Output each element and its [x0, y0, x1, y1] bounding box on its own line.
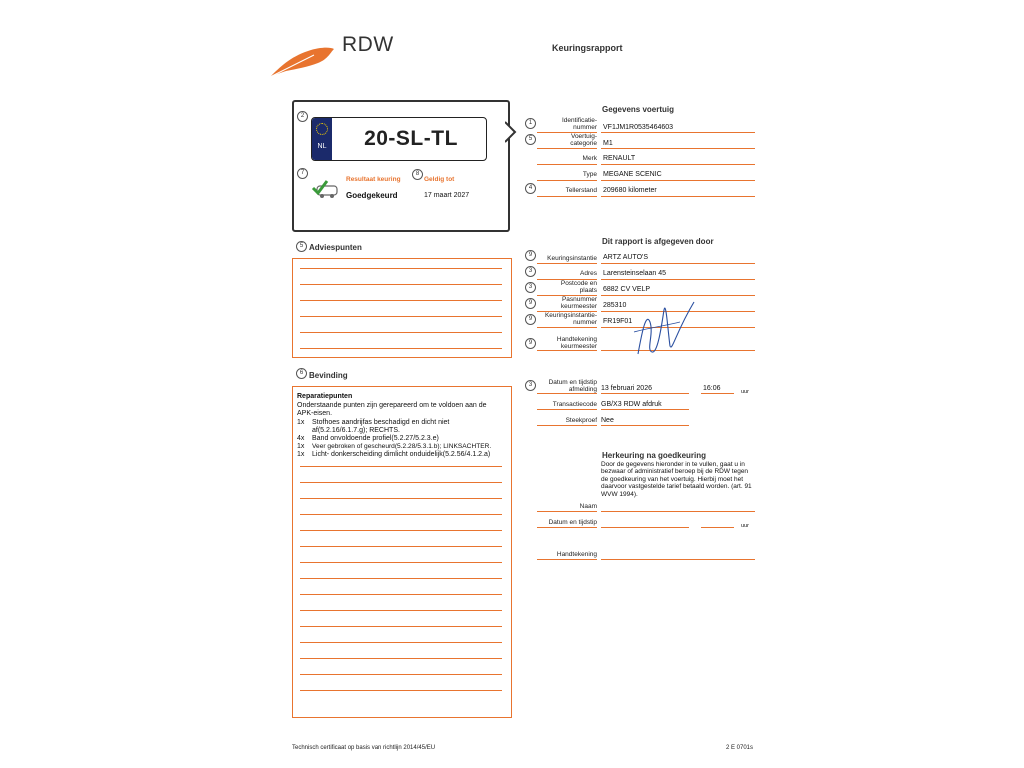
underline — [537, 148, 597, 149]
completion-date-value: 13 februari 2026 — [601, 385, 652, 392]
car-approved-icon — [311, 178, 339, 200]
completion-time-value: 16:06 — [703, 385, 721, 392]
marker-plate: 2 — [297, 111, 308, 122]
odometer-label: Tellerstand — [565, 187, 597, 194]
ruled-line — [300, 578, 502, 579]
inspector-signature — [628, 292, 698, 362]
ruled-line — [300, 642, 502, 643]
marker-advice: 5 — [296, 241, 307, 252]
type-value: MEGANE SCENIC — [603, 171, 662, 178]
underline — [601, 511, 755, 512]
underline — [601, 180, 755, 181]
station-label: Keuringsinstantie — [547, 255, 597, 262]
marker-completion: 3 — [525, 380, 536, 391]
underline — [537, 164, 597, 165]
finding-subtitle: Reparatiepunten — [297, 393, 353, 400]
marker-postcode: 3 — [525, 282, 536, 293]
postcode-value: 6882 CV VELP — [603, 286, 651, 293]
ruled-line — [300, 514, 502, 515]
ruled-line — [300, 284, 502, 285]
signature-label: Handtekening keurmeester — [556, 336, 597, 350]
reinspection-signature-label: Handtekening — [556, 551, 597, 558]
result-label: Resultaat keuring — [346, 176, 401, 183]
ruled-line — [300, 626, 502, 627]
plate-frame-pointer — [505, 120, 517, 144]
underline — [537, 393, 597, 394]
underline — [601, 196, 755, 197]
finding-item-text: Veer gebroken of gescheurd(5.2.28/5.3.1.b); LINKSACHTER. — [312, 443, 492, 450]
finding-intro: Onderstaande punten zijn gerepareerd om te voldoen aan de APK-eisen. — [297, 402, 487, 417]
make-value: RENAULT — [603, 155, 636, 162]
postcode-label: Postcode en plaats — [560, 280, 597, 294]
reinspection-time-unit: uur — [741, 523, 749, 529]
ruled-line — [300, 348, 502, 349]
sample-value: Nee — [601, 417, 614, 424]
underline — [601, 527, 689, 528]
station-number-label: Keuringsinstantie- nummer — [544, 312, 597, 326]
license-plate — [311, 117, 487, 161]
marker-valid: 8 — [412, 169, 423, 180]
marker-station: 9 — [525, 250, 536, 261]
reinspection-date-label: Datum en tijdstip — [548, 519, 597, 526]
ruled-line — [300, 300, 502, 301]
ruled-line — [300, 594, 502, 595]
marker-signature: 9 — [525, 338, 536, 349]
finding-item-qty: 4x — [297, 435, 305, 442]
category-value: M1 — [603, 140, 613, 147]
finding-item-text: Licht- donkerscheiding dimlicht onduidelijk(5.2.56/4.1.2.a) — [312, 451, 491, 458]
underline — [601, 164, 755, 165]
advice-title: Adviespunten — [309, 243, 362, 252]
underline — [601, 132, 755, 133]
marker-pass: 9 — [525, 298, 536, 309]
make-label: Merk — [582, 155, 597, 162]
underline — [701, 527, 734, 528]
underline — [601, 263, 755, 264]
ruled-line — [300, 674, 502, 675]
station-value: ARTZ AUTO'S — [603, 254, 649, 261]
underline — [601, 409, 689, 410]
issuer-section-title: Dit rapport is afgegeven door — [602, 237, 714, 246]
valid-value: 17 maart 2027 — [424, 192, 470, 199]
report-title: Keuringsrapport — [552, 43, 623, 53]
plate-country: NL — [317, 143, 327, 150]
ruled-line — [300, 316, 502, 317]
underline — [537, 527, 597, 528]
footer-right: 2 E 0701s — [726, 745, 754, 751]
underline — [601, 425, 689, 426]
vehicle-section-title: Gegevens voertuig — [602, 105, 675, 114]
rdw-brand: RDW — [342, 33, 394, 56]
marker-result: 7 — [297, 168, 308, 179]
finding-item-qty: 1x — [297, 419, 305, 426]
underline — [537, 511, 597, 512]
finding-item-text: Stofhoes aandrijfas beschadigd en dicht niet af(5.2.16/6.1.7.g); RECHTS. — [312, 419, 450, 434]
completion-time-unit: uur — [741, 389, 749, 395]
vin-label: Identificatie- nummer — [561, 117, 597, 131]
underline — [601, 393, 689, 394]
underline — [537, 180, 597, 181]
underline — [537, 425, 597, 426]
ruled-line — [300, 562, 502, 563]
result-value: Goedgekeurd — [346, 191, 398, 200]
transaction-label: Transactiecode — [552, 401, 597, 408]
address-label: Adres — [580, 270, 597, 277]
rdw-feather-logo-icon — [268, 43, 336, 79]
station-number-value: FR19F01 — [603, 318, 633, 325]
finding-title: Bevinding — [309, 371, 348, 380]
ruled-line — [300, 546, 502, 547]
ruled-line — [300, 466, 502, 467]
completion-date-label: Datum en tijdstip afmelding — [548, 379, 597, 393]
reinspection-title: Herkeuring na goedkeuring — [602, 451, 707, 460]
type-label: Type — [582, 171, 597, 178]
reinspection-text: Door de gegevens hieronder in te vullen, gaat u in bezwaar of administratief beroep bij de RDW tegen de goedkeuring van het voertuig. Hierbij moet het daarvoor vastgestelde tarief betaald worden. (art. 91 WVW 1994). — [601, 461, 752, 498]
finding-item-qty: 1x — [297, 443, 305, 450]
marker-station-number: 9 — [525, 314, 536, 325]
ruled-line — [300, 530, 502, 531]
ruled-line — [300, 482, 502, 483]
reinspection-name-label: Naam — [579, 503, 597, 510]
underline — [601, 148, 755, 149]
ruled-line — [300, 268, 502, 269]
underline — [601, 279, 755, 280]
vin-value: VF1JM1R0535464603 — [603, 124, 674, 131]
ruled-line — [300, 658, 502, 659]
underline — [701, 393, 734, 394]
marker-finding: 6 — [296, 368, 307, 379]
finding-item-text: Band onvoldoende profiel(5.2.27/5.2.3.e) — [312, 435, 439, 442]
address-value: Larensteinselaan 45 — [603, 270, 667, 277]
footer-left: Technisch certificaat op basis van richtlijn 2014/45/EU — [292, 745, 436, 751]
pass-value: 285310 — [603, 302, 627, 309]
underline — [537, 263, 597, 264]
ruled-line — [300, 690, 502, 691]
marker-category: 5 — [525, 134, 536, 145]
plate-number: 20-SL-TL — [364, 127, 458, 150]
ruled-line — [300, 332, 502, 333]
advice-box — [292, 258, 512, 358]
underline — [601, 559, 755, 560]
category-label: Voertuig- categorie — [570, 133, 597, 147]
underline — [537, 196, 597, 197]
finding-item-qty: 1x — [297, 451, 305, 458]
odometer-value: 209680 kilometer — [603, 187, 657, 194]
underline — [537, 327, 597, 328]
marker-odometer: 4 — [525, 183, 536, 194]
ruled-line — [300, 610, 502, 611]
marker-vin: 1 — [525, 118, 536, 129]
valid-label: Geldig tot — [424, 176, 455, 183]
pass-label: Pasnummer keurmeester — [560, 296, 597, 310]
marker-address: 3 — [525, 266, 536, 277]
eu-stars-icon — [316, 123, 328, 135]
underline — [537, 350, 597, 351]
underline — [537, 559, 597, 560]
eu-band — [312, 118, 332, 160]
transaction-value: GB/X3 RDW afdruk — [601, 401, 662, 408]
underline — [537, 409, 597, 410]
sample-label: Steekproef — [565, 417, 597, 424]
ruled-line — [300, 498, 502, 499]
